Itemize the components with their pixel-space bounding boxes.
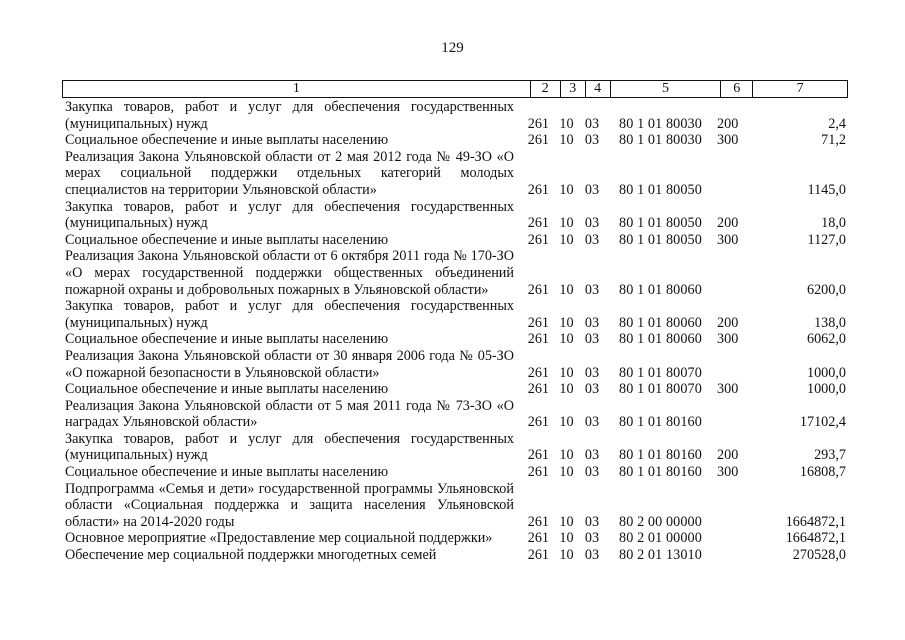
row-amount: 1145,0	[807, 181, 846, 198]
row-description: Социальное обеспечение и иные выплаты населению	[65, 464, 389, 481]
row-amount: 2,4	[828, 115, 846, 132]
row-expense-type-code: 200	[717, 215, 739, 232]
row-subsection-code: 03	[584, 381, 600, 398]
row-target-code: 80 1 01 80030	[619, 115, 702, 132]
row-ministry-code: 261	[527, 513, 549, 530]
row-codes	[518, 116, 848, 133]
row-section-code: 10	[559, 231, 574, 248]
row-ministry-code: 261	[527, 414, 549, 431]
row-description: Социальное обеспечение и иные выплаты населению	[65, 231, 389, 248]
row-target-code: 80 1 01 80030	[619, 132, 702, 149]
row-subsection-code: 03	[584, 281, 600, 298]
row-subsection-code: 03	[584, 547, 600, 564]
row-expense-type-code: 300	[717, 331, 739, 348]
row-codes	[518, 414, 848, 431]
table-row	[62, 232, 848, 249]
row-section-code: 10	[559, 132, 574, 149]
row-codes	[518, 282, 848, 299]
row-amount: 17102,4	[799, 414, 846, 431]
header-col-3: 3	[560, 81, 585, 97]
row-section-code: 10	[559, 530, 574, 547]
row-amount: 138,0	[814, 314, 846, 331]
row-ministry-code: 261	[527, 530, 549, 547]
header-col-7: 7	[752, 81, 847, 97]
row-expense-type-code: 200	[717, 447, 739, 464]
row-description: Реализация Закона Ульяновской области от 6 октября 2011 года № 170-ЗО «О мерах государственной поддержки общественных объединений пожарной охраны и добровольных пожарных в Ульяновской области»	[65, 248, 514, 298]
header-col-2: 2	[530, 81, 560, 97]
row-target-code: 80 1 01 80060	[619, 314, 702, 331]
row-codes	[518, 447, 848, 464]
row-amount: 1664872,1	[785, 513, 846, 530]
row-expense-type-code	[717, 514, 741, 531]
row-expense-type-code: 300	[717, 132, 739, 149]
row-ministry-code: 261	[527, 447, 549, 464]
row-ministry-code: 261	[527, 281, 549, 298]
row-codes	[518, 547, 848, 564]
row-subsection-code: 03	[584, 530, 600, 547]
row-codes	[518, 365, 848, 382]
row-ministry-code: 261	[527, 314, 549, 331]
table-header	[62, 80, 848, 98]
row-target-code: 80 2 01 00000	[619, 530, 702, 547]
row-codes	[518, 315, 848, 332]
row-subsection-code: 03	[584, 447, 600, 464]
row-section-code: 10	[559, 447, 574, 464]
row-section-code: 10	[559, 414, 574, 431]
row-amount: 6062,0	[806, 331, 846, 348]
row-description: Основное мероприятие «Предоставление мер социальной поддержки»	[65, 530, 493, 547]
table-row	[62, 149, 848, 199]
row-target-code: 80 1 01 80070	[619, 381, 702, 398]
row-target-code: 80 1 01 80060	[619, 281, 702, 298]
table-row	[62, 398, 848, 431]
table-row	[62, 464, 848, 481]
row-subsection-code: 03	[584, 132, 600, 149]
row-ministry-code: 261	[527, 215, 549, 232]
header-col-4: 4	[585, 81, 610, 97]
row-ministry-code: 261	[527, 547, 549, 564]
table-row	[62, 348, 848, 381]
row-section-code: 10	[559, 314, 574, 331]
row-amount: 1127,0	[807, 231, 846, 248]
row-ministry-code: 261	[527, 331, 549, 348]
row-amount: 1000,0	[806, 364, 846, 381]
row-description: Обеспечение мер социальной поддержки многодетных семей	[65, 547, 437, 564]
row-description: Социальное обеспечение и иные выплаты населению	[65, 381, 389, 398]
row-subsection-code: 03	[584, 364, 600, 381]
row-expense-type-code	[717, 547, 741, 564]
table-row	[62, 199, 848, 232]
row-target-code: 80 1 01 80050	[619, 215, 702, 232]
header-col-5: 5	[610, 81, 721, 97]
row-codes	[518, 232, 848, 249]
row-codes	[518, 530, 848, 547]
table-row	[62, 481, 848, 531]
row-description: Реализация Закона Ульяновской области от 30 января 2006 года № 05-ЗО «О пожарной безопасности в Ульяновской области»	[65, 347, 514, 381]
row-subsection-code: 03	[584, 331, 600, 348]
row-description: Закупка товаров, работ и услуг для обеспечения государственных (муниципальных) нужд	[65, 298, 514, 331]
row-ministry-code: 261	[527, 364, 549, 381]
row-amount: 270528,0	[792, 547, 846, 564]
table-row	[62, 381, 848, 398]
row-codes	[518, 132, 848, 149]
row-description: Подпрограмма «Семья и дети» государственной программы Ульяновской области «Социальная поддержка и защита населения Ульяновской области» на 2014-2020 годы	[65, 480, 514, 530]
row-target-code: 80 1 01 80050	[619, 181, 702, 198]
row-codes	[518, 182, 848, 199]
table-row	[62, 431, 848, 464]
row-target-code: 80 2 01 13010	[619, 547, 702, 564]
row-description: Закупка товаров, работ и услуг для обеспечения государственных (муниципальных) нужд	[65, 430, 514, 464]
row-subsection-code: 03	[584, 414, 600, 431]
row-subsection-code: 03	[584, 464, 600, 481]
header-col-1: 1	[292, 81, 300, 96]
row-target-code: 80 2 00 00000	[619, 513, 702, 530]
row-amount: 71,2	[821, 132, 846, 149]
row-ministry-code: 261	[527, 132, 549, 149]
row-subsection-code: 03	[584, 231, 600, 248]
row-subsection-code: 03	[584, 513, 600, 530]
row-description: Реализация Закона Ульяновской области от 2 мая 2012 года № 49-ЗО «О мерах социальной поддержки отдельных категорий молодых специалистов на территории Ульяновской области»	[65, 148, 514, 198]
row-target-code: 80 1 01 80160	[619, 414, 702, 431]
table-row	[62, 547, 848, 564]
table-body	[62, 99, 848, 564]
table-row	[62, 298, 848, 331]
table-row	[62, 132, 848, 149]
row-amount: 6200,0	[806, 281, 846, 298]
row-description: Социальное обеспечение и иные выплаты населению	[65, 132, 389, 149]
table-row	[62, 331, 848, 348]
row-expense-type-code	[717, 282, 741, 299]
row-amount: 293,7	[814, 447, 846, 464]
row-expense-type-code: 300	[717, 381, 739, 398]
row-codes	[518, 464, 848, 481]
table-row	[62, 248, 848, 298]
row-section-code: 10	[559, 331, 574, 348]
row-section-code: 10	[559, 381, 574, 398]
row-amount: 1000,0	[806, 381, 846, 398]
row-description: Закупка товаров, работ и услуг для обеспечения государственных (муниципальных) нужд	[65, 99, 514, 132]
row-codes	[518, 514, 848, 531]
row-section-code: 10	[559, 464, 574, 481]
row-description: Социальное обеспечение и иные выплаты населению	[65, 331, 389, 348]
row-subsection-code: 03	[584, 215, 600, 232]
row-ministry-code: 261	[527, 231, 549, 248]
row-description: Закупка товаров, работ и услуг для обеспечения государственных (муниципальных) нужд	[65, 198, 514, 232]
row-amount: 16808,7	[799, 464, 846, 481]
row-codes	[518, 215, 848, 232]
row-target-code: 80 1 01 80070	[619, 364, 702, 381]
table-row	[62, 99, 848, 132]
row-amount: 18,0	[821, 215, 846, 232]
row-section-code: 10	[559, 215, 574, 232]
row-section-code: 10	[559, 513, 574, 530]
row-target-code: 80 1 01 80050	[619, 231, 702, 248]
row-section-code: 10	[559, 547, 574, 564]
row-subsection-code: 03	[584, 181, 600, 198]
row-ministry-code: 261	[527, 464, 549, 481]
row-section-code: 10	[559, 281, 574, 298]
row-expense-type-code	[717, 530, 741, 547]
row-expense-type-code: 300	[717, 231, 739, 248]
row-ministry-code: 261	[527, 181, 549, 198]
row-description: Реализация Закона Ульяновской области от 5 мая 2011 года № 73-ЗО «О наградах Ульяновской области»	[65, 397, 514, 431]
row-amount: 1664872,1	[785, 530, 846, 547]
row-ministry-code: 261	[527, 381, 549, 398]
table-row	[62, 530, 848, 547]
header-col-6: 6	[720, 81, 752, 97]
row-codes	[518, 331, 848, 348]
row-expense-type-code	[717, 365, 741, 382]
page-number: 129	[441, 40, 464, 56]
row-codes	[518, 381, 848, 398]
row-subsection-code: 03	[584, 314, 600, 331]
row-ministry-code: 261	[527, 115, 549, 132]
row-expense-type-code	[717, 414, 741, 431]
row-target-code: 80 1 01 80160	[619, 464, 702, 481]
row-section-code: 10	[559, 364, 574, 381]
row-expense-type-code	[717, 182, 741, 199]
row-expense-type-code: 200	[717, 115, 739, 132]
row-expense-type-code: 200	[717, 314, 739, 331]
row-target-code: 80 1 01 80060	[619, 331, 702, 348]
row-subsection-code: 03	[584, 115, 600, 132]
row-section-code: 10	[559, 115, 574, 132]
row-expense-type-code: 300	[717, 464, 739, 481]
row-target-code: 80 1 01 80160	[619, 447, 702, 464]
row-section-code: 10	[559, 181, 574, 198]
